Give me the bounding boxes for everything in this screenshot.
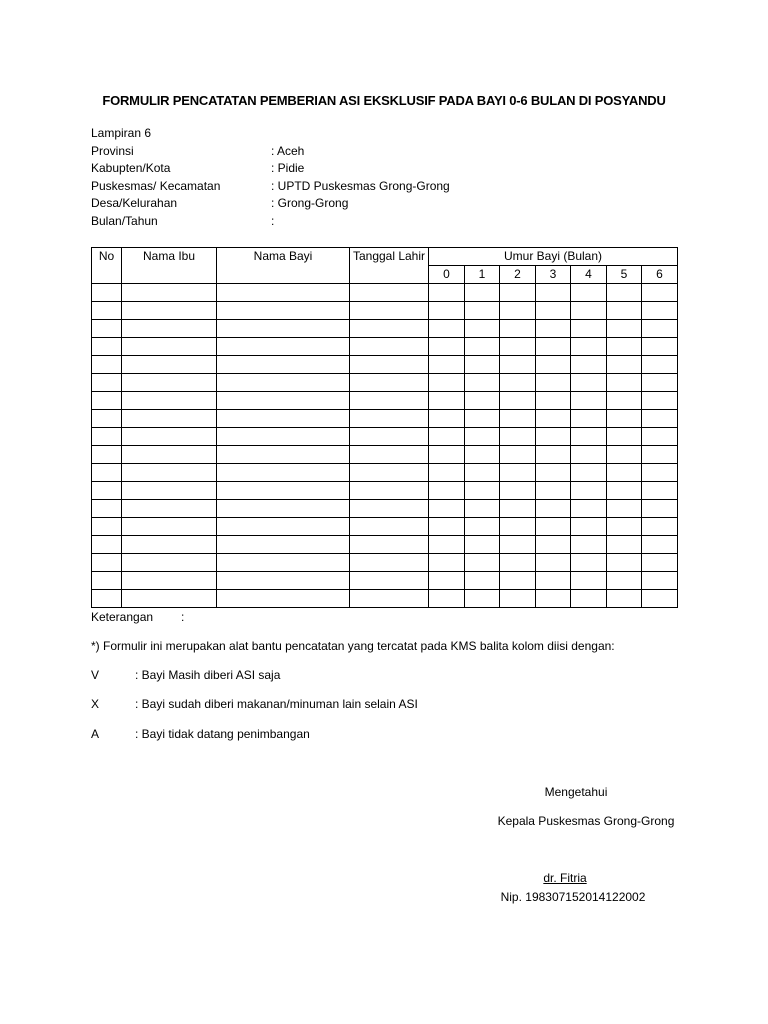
table-cell bbox=[350, 356, 429, 374]
table-cell bbox=[607, 392, 642, 410]
table-cell bbox=[429, 446, 465, 464]
info-value: : Aceh bbox=[271, 143, 305, 158]
table-cell bbox=[642, 284, 678, 302]
signature-name-wrap bbox=[465, 871, 665, 885]
table-row bbox=[92, 284, 678, 302]
table-cell bbox=[465, 518, 500, 536]
table-body bbox=[92, 284, 678, 608]
table-cell bbox=[571, 428, 607, 446]
table-cell bbox=[607, 302, 642, 320]
table-cell bbox=[92, 284, 122, 302]
table-cell bbox=[642, 572, 678, 590]
table-cell bbox=[571, 536, 607, 554]
table-cell bbox=[122, 338, 217, 356]
table-cell bbox=[217, 356, 350, 374]
table-cell bbox=[429, 500, 465, 518]
table-cell bbox=[92, 392, 122, 410]
table-row bbox=[92, 446, 678, 464]
table-cell bbox=[350, 428, 429, 446]
header-no: No bbox=[92, 248, 122, 284]
table-row bbox=[92, 518, 678, 536]
table-cell bbox=[350, 392, 429, 410]
table-cell bbox=[536, 500, 571, 518]
table-cell bbox=[536, 392, 571, 410]
table-row bbox=[92, 320, 678, 338]
table-cell bbox=[536, 284, 571, 302]
table-row bbox=[92, 482, 678, 500]
table-cell bbox=[642, 410, 678, 428]
table-cell bbox=[571, 464, 607, 482]
table-cell bbox=[571, 374, 607, 392]
legend-desc: : Bayi tidak datang penimbangan bbox=[135, 727, 310, 741]
table-cell bbox=[500, 410, 536, 428]
table-cell bbox=[465, 590, 500, 608]
table-cell bbox=[350, 518, 429, 536]
table-cell bbox=[429, 554, 465, 572]
info-value: : Grong-Grong bbox=[271, 196, 349, 210]
table-cell bbox=[536, 446, 571, 464]
table-cell bbox=[350, 320, 429, 338]
table-cell bbox=[642, 338, 678, 356]
table-cell bbox=[217, 320, 350, 338]
table-cell bbox=[92, 572, 122, 590]
table-cell bbox=[536, 518, 571, 536]
table-cell bbox=[122, 320, 217, 338]
table-cell bbox=[642, 518, 678, 536]
table-cell bbox=[350, 374, 429, 392]
table-cell bbox=[536, 374, 571, 392]
table-header-row bbox=[92, 248, 678, 266]
table-cell bbox=[536, 356, 571, 374]
table-cell bbox=[500, 572, 536, 590]
table-row bbox=[92, 302, 678, 320]
table-cell bbox=[429, 482, 465, 500]
table-cell bbox=[350, 446, 429, 464]
table-row bbox=[92, 500, 678, 518]
table-cell bbox=[429, 536, 465, 554]
table-cell bbox=[571, 572, 607, 590]
table-cell bbox=[92, 464, 122, 482]
table-cell bbox=[642, 590, 678, 608]
table-row bbox=[92, 338, 678, 356]
table-cell bbox=[500, 302, 536, 320]
table-cell bbox=[429, 428, 465, 446]
table-cell bbox=[571, 518, 607, 536]
legend-code: A bbox=[91, 727, 100, 741]
legend-desc: : Bayi sudah diberi makanan/minuman lain selain ASI bbox=[135, 697, 418, 711]
table-cell bbox=[429, 284, 465, 302]
table-cell bbox=[642, 302, 678, 320]
table-cell bbox=[350, 410, 429, 428]
table-cell bbox=[536, 536, 571, 554]
table-cell bbox=[536, 320, 571, 338]
table-cell bbox=[500, 284, 536, 302]
keterangan-line bbox=[91, 610, 185, 624]
table-cell bbox=[92, 338, 122, 356]
table-cell bbox=[607, 374, 642, 392]
table-cell bbox=[122, 572, 217, 590]
header-month: 6 bbox=[642, 266, 678, 284]
table-cell bbox=[642, 392, 678, 410]
table-cell bbox=[571, 392, 607, 410]
table-cell bbox=[429, 356, 465, 374]
table-row bbox=[92, 536, 678, 554]
table-cell bbox=[217, 590, 350, 608]
table-cell bbox=[642, 482, 678, 500]
table-cell bbox=[92, 374, 122, 392]
table-cell bbox=[217, 338, 350, 356]
table-cell bbox=[500, 338, 536, 356]
table-cell bbox=[500, 320, 536, 338]
header-month: 4 bbox=[571, 266, 607, 284]
table-cell bbox=[536, 554, 571, 572]
table-cell bbox=[465, 482, 500, 500]
table-row bbox=[92, 374, 678, 392]
table-cell bbox=[350, 500, 429, 518]
legend-code: X bbox=[91, 697, 100, 711]
info-label: Puskesmas/ Kecamatan bbox=[91, 178, 221, 193]
table-cell bbox=[92, 428, 122, 446]
table-cell bbox=[642, 356, 678, 374]
table-cell bbox=[607, 572, 642, 590]
table-cell bbox=[642, 464, 678, 482]
table-cell bbox=[122, 518, 217, 536]
signature-mengetahui: Mengetahui bbox=[544, 785, 608, 799]
table-cell bbox=[350, 284, 429, 302]
table-cell bbox=[465, 338, 500, 356]
table-cell bbox=[217, 410, 350, 428]
signature-nip: Nip. 198307152014122002 bbox=[500, 890, 646, 904]
table-cell bbox=[122, 392, 217, 410]
header-month: 1 bbox=[465, 266, 500, 284]
table-cell bbox=[92, 302, 122, 320]
table-cell bbox=[607, 500, 642, 518]
table-cell bbox=[500, 536, 536, 554]
table-cell bbox=[607, 356, 642, 374]
table-cell bbox=[122, 374, 217, 392]
table-cell bbox=[536, 338, 571, 356]
table-cell bbox=[217, 536, 350, 554]
table-cell bbox=[217, 374, 350, 392]
table-row bbox=[92, 410, 678, 428]
table-cell bbox=[607, 320, 642, 338]
table-cell bbox=[92, 500, 122, 518]
table-cell bbox=[217, 428, 350, 446]
table-cell bbox=[122, 590, 217, 608]
table-cell bbox=[642, 374, 678, 392]
table-cell bbox=[122, 302, 217, 320]
table-cell bbox=[465, 464, 500, 482]
table-cell bbox=[429, 464, 465, 482]
table-cell bbox=[429, 374, 465, 392]
table-cell bbox=[122, 500, 217, 518]
table-cell bbox=[122, 428, 217, 446]
table-cell bbox=[500, 464, 536, 482]
table-cell bbox=[217, 446, 350, 464]
table-row bbox=[92, 590, 678, 608]
table-cell bbox=[429, 338, 465, 356]
info-label: Desa/Kelurahan bbox=[91, 196, 178, 210]
table-cell bbox=[122, 410, 217, 428]
info-value: : Pidie bbox=[271, 161, 305, 175]
table-cell bbox=[465, 302, 500, 320]
table-cell bbox=[500, 392, 536, 410]
table-cell bbox=[465, 356, 500, 374]
table-row bbox=[92, 356, 678, 374]
table-cell bbox=[429, 392, 465, 410]
table-cell bbox=[465, 410, 500, 428]
table-cell bbox=[500, 356, 536, 374]
table-cell bbox=[607, 590, 642, 608]
table-cell bbox=[92, 320, 122, 338]
legend-code: V bbox=[91, 668, 100, 682]
table-cell bbox=[350, 572, 429, 590]
info-label: Bulan/Tahun bbox=[91, 213, 158, 228]
table-cell bbox=[571, 302, 607, 320]
table-cell bbox=[92, 518, 122, 536]
table-cell bbox=[429, 410, 465, 428]
table-cell bbox=[500, 518, 536, 536]
keterangan-label: Keterangan bbox=[91, 610, 154, 624]
table-cell bbox=[217, 284, 350, 302]
table-cell bbox=[217, 302, 350, 320]
table-cell bbox=[122, 356, 217, 374]
form-note: *) Formulir ini merupakan alat bantu pencatatan yang tercatat pada KMS balita kolom diisi dengan: bbox=[91, 639, 615, 653]
table-cell bbox=[536, 410, 571, 428]
table-cell bbox=[429, 302, 465, 320]
table-cell bbox=[571, 500, 607, 518]
table-row bbox=[92, 428, 678, 446]
table-cell bbox=[122, 536, 217, 554]
signature-position: Kepala Puskesmas Grong-Grong bbox=[497, 814, 675, 828]
recording-table bbox=[91, 247, 678, 608]
lampiran-label: Lampiran 6 bbox=[91, 126, 152, 140]
table-cell bbox=[92, 590, 122, 608]
table-cell bbox=[122, 554, 217, 572]
table-row bbox=[92, 392, 678, 410]
table-cell bbox=[465, 392, 500, 410]
table-cell bbox=[536, 572, 571, 590]
table-cell bbox=[217, 464, 350, 482]
table-cell bbox=[350, 464, 429, 482]
table-cell bbox=[350, 302, 429, 320]
table-cell bbox=[571, 320, 607, 338]
table-cell bbox=[217, 554, 350, 572]
table-cell bbox=[217, 572, 350, 590]
table-cell bbox=[607, 284, 642, 302]
table-cell bbox=[642, 428, 678, 446]
table-cell bbox=[607, 410, 642, 428]
table-cell bbox=[607, 428, 642, 446]
table-cell bbox=[122, 482, 217, 500]
table-cell bbox=[350, 536, 429, 554]
keterangan-colon: : bbox=[181, 610, 185, 624]
table-cell bbox=[607, 446, 642, 464]
table-cell bbox=[536, 302, 571, 320]
table-cell bbox=[500, 500, 536, 518]
signature-name: dr. Fitria bbox=[543, 871, 587, 885]
table-cell bbox=[122, 446, 217, 464]
table-cell bbox=[217, 518, 350, 536]
table-cell bbox=[500, 428, 536, 446]
table-cell bbox=[571, 590, 607, 608]
table-cell bbox=[465, 500, 500, 518]
table-cell bbox=[607, 482, 642, 500]
table-cell bbox=[122, 284, 217, 302]
info-value: : UPTD Puskesmas Grong-Grong bbox=[271, 178, 450, 193]
table-cell bbox=[500, 374, 536, 392]
table-cell bbox=[465, 446, 500, 464]
table-row bbox=[92, 572, 678, 590]
table-cell bbox=[122, 464, 217, 482]
form-title: FORMULIR PENCATATAN PEMBERIAN ASI EKSKLUSIF PADA BAYI 0-6 BULAN DI POSYANDU bbox=[102, 93, 666, 108]
header-nama-bayi: Nama Bayi bbox=[217, 248, 350, 284]
table-cell bbox=[217, 482, 350, 500]
header-month: 2 bbox=[500, 266, 536, 284]
header-umur-bayi: Umur Bayi (Bulan) bbox=[429, 248, 678, 266]
table-cell bbox=[571, 482, 607, 500]
table-cell bbox=[571, 554, 607, 572]
table-cell bbox=[536, 482, 571, 500]
table-cell bbox=[500, 590, 536, 608]
table-cell bbox=[465, 320, 500, 338]
table-cell bbox=[500, 446, 536, 464]
table-cell bbox=[571, 446, 607, 464]
table-cell bbox=[571, 356, 607, 374]
table-cell bbox=[350, 554, 429, 572]
table-cell bbox=[429, 518, 465, 536]
table-cell bbox=[642, 536, 678, 554]
table-cell bbox=[465, 572, 500, 590]
table-cell bbox=[642, 320, 678, 338]
table-cell bbox=[429, 590, 465, 608]
table-cell bbox=[607, 536, 642, 554]
legend-desc: : Bayi Masih diberi ASI saja bbox=[135, 668, 281, 682]
table-cell bbox=[536, 428, 571, 446]
table-cell bbox=[465, 284, 500, 302]
table-cell bbox=[429, 320, 465, 338]
table-cell bbox=[571, 410, 607, 428]
table-cell bbox=[571, 284, 607, 302]
header-month: 3 bbox=[536, 266, 571, 284]
table-cell bbox=[350, 482, 429, 500]
header-month: 0 bbox=[429, 266, 465, 284]
table-cell bbox=[92, 446, 122, 464]
info-label: Kabupten/Kota bbox=[91, 161, 171, 175]
table-cell bbox=[429, 572, 465, 590]
table-cell bbox=[607, 554, 642, 572]
table-cell bbox=[607, 518, 642, 536]
info-label: Provinsi bbox=[91, 143, 134, 158]
table-cell bbox=[607, 338, 642, 356]
header-nama-ibu: Nama Ibu bbox=[122, 248, 217, 284]
table-cell bbox=[350, 590, 429, 608]
table-cell bbox=[92, 554, 122, 572]
table-cell bbox=[465, 374, 500, 392]
table-cell bbox=[500, 554, 536, 572]
table-cell bbox=[642, 446, 678, 464]
table-cell bbox=[607, 464, 642, 482]
table-cell bbox=[92, 356, 122, 374]
table-cell bbox=[642, 554, 678, 572]
table-cell bbox=[92, 482, 122, 500]
table-cell bbox=[500, 482, 536, 500]
table-cell bbox=[217, 500, 350, 518]
table-row bbox=[92, 464, 678, 482]
table-row bbox=[92, 554, 678, 572]
table-cell bbox=[536, 590, 571, 608]
info-value: : bbox=[271, 213, 275, 228]
table-cell bbox=[350, 338, 429, 356]
table-cell bbox=[465, 536, 500, 554]
table-cell bbox=[217, 392, 350, 410]
table-cell bbox=[536, 464, 571, 482]
table-cell bbox=[465, 428, 500, 446]
header-month: 5 bbox=[607, 266, 642, 284]
table-cell bbox=[92, 536, 122, 554]
table-cell bbox=[571, 338, 607, 356]
table-cell bbox=[92, 410, 122, 428]
table-cell bbox=[642, 500, 678, 518]
header-tanggal-lahir: Tanggal Lahir bbox=[350, 248, 429, 284]
table-cell bbox=[465, 554, 500, 572]
